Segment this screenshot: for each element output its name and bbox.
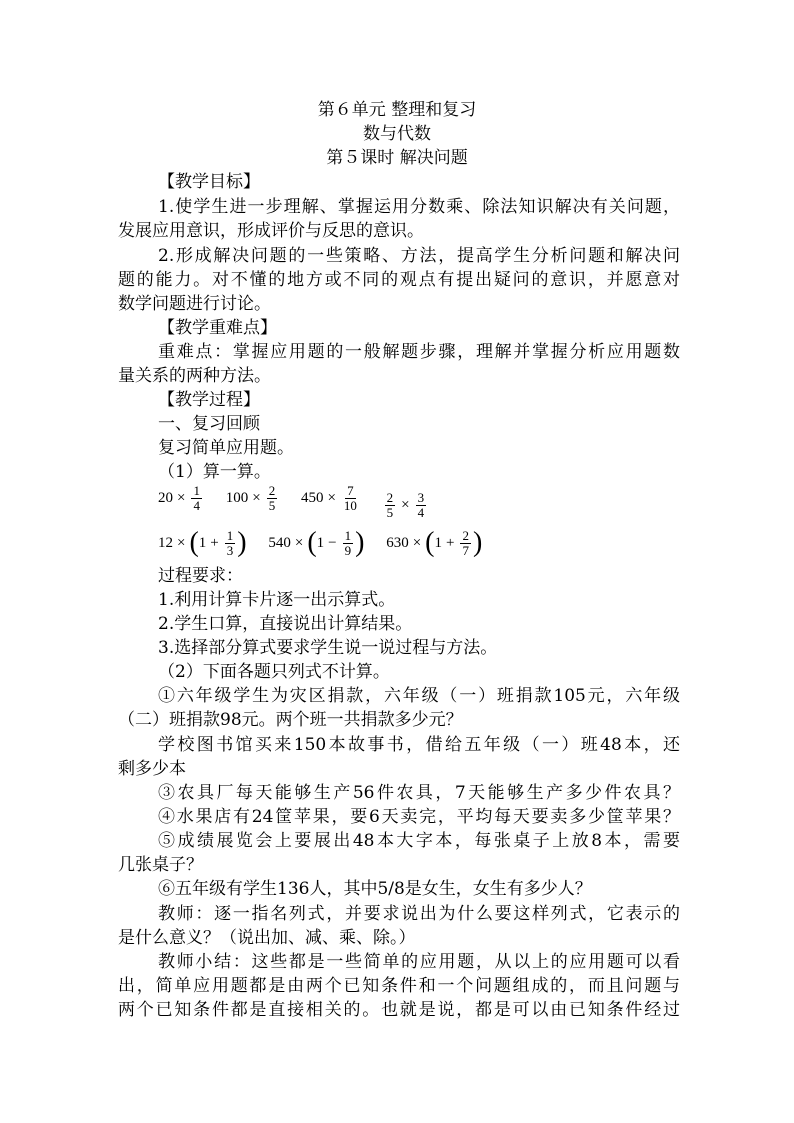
math-row-1 <box>158 484 446 520</box>
math-expression <box>226 484 279 513</box>
objective-2-line-3: 数学问题进行讨论。 <box>118 294 271 314</box>
part-2-label: （2）下面各题只列式不计算。 <box>158 662 390 682</box>
math-operator: × <box>177 490 186 506</box>
math-expression <box>301 484 361 513</box>
math-operand: 630 <box>386 534 409 551</box>
question-4: ④水果店有24筐苹果，要6天卖完，平均每天要卖多少筐苹果？ <box>158 807 680 827</box>
math-operator: + <box>445 534 455 551</box>
fraction <box>191 484 202 513</box>
math-operand: 540 <box>268 534 291 551</box>
objective-2-line-2: 题的能力。对不懂的地方或不同的观点有提出疑问的意识，并愿意对 <box>118 270 680 290</box>
topic-title: 数与代数 <box>363 124 431 144</box>
requirement-1: 1.利用计算卡片逐一出示算式。 <box>158 590 396 610</box>
section-review: 一、复习回顾 <box>158 414 260 434</box>
summary-line-3: 两个已知条件都是直接相关的。也就是说，都是可以由已知条件经过 <box>118 1000 680 1020</box>
requirements-heading: 过程要求： <box>158 566 243 586</box>
question-6: ⑥五年级有学生136人，其中5/8是女生，女生有多少人？ <box>158 879 592 899</box>
unit-title: 第６单元 整理和复习 <box>317 100 477 120</box>
paren-open: ( <box>425 527 435 558</box>
summary-line-2: 出，简单应用题都是由两个已知条件和一个问题组成的，而且问题与 <box>118 976 680 996</box>
question-5-line-1: ⑤成绩展览会上要展出48本大字本，每张桌子上放8本，需要 <box>158 831 680 851</box>
math-operand: 450 <box>300 490 324 506</box>
question-1-line-1: ①六年级学生为灾区捐款，六年级（一）班捐款105元，六年级 <box>158 686 680 706</box>
math-operand: 1 <box>198 534 207 551</box>
part-1-label: （1）算一算。 <box>158 462 271 482</box>
fraction <box>267 484 278 513</box>
requirement-3: 3.选择部分算式要求学生说一说过程与方法。 <box>158 638 498 658</box>
math-operand: 100 <box>225 490 249 506</box>
review-subtitle: 复习简单应用题。 <box>158 438 294 458</box>
fraction-numerator: 1 <box>344 527 352 543</box>
key-points-heading: 【教学重难点】 <box>158 318 277 338</box>
lesson-title: 第５课时 解决问题 <box>326 148 468 168</box>
math-operator: × <box>294 534 304 551</box>
objective-2-line-1: 2.形成解决问题的一些策略、方法，提高学生分析问题和解决问 <box>158 246 680 266</box>
teacher-line-1: 教师：逐一指名列式，并要求说出为什么要这样列式，它表示的 <box>158 904 680 924</box>
fraction <box>225 529 236 558</box>
fraction-denominator: 3 <box>226 542 234 558</box>
teacher-line-2: 是什么意义？（说出加、减、乘、除。） <box>118 928 416 948</box>
math-expression <box>386 528 482 558</box>
question-5-line-2: 几张桌子？ <box>118 855 203 875</box>
summary-line-1: 教师小结：这些都是一些简单的应用题，从以上的应用题可以看 <box>158 952 680 972</box>
math-operator: + <box>210 534 219 551</box>
question-3: ③农具厂每天能够生产56件农具，7天能够生产多少件农具？ <box>158 783 680 803</box>
fraction-denominator: 7 <box>462 542 469 558</box>
fraction <box>343 529 354 558</box>
fraction <box>385 491 396 520</box>
fraction-numerator: 1 <box>226 527 234 543</box>
paren-open: ( <box>189 527 199 558</box>
fraction-numerator: 1 <box>193 483 200 498</box>
math-row-2 <box>158 528 500 558</box>
math-operand: 12 <box>158 534 173 551</box>
question-2-line-2: 剩多少本 <box>118 759 186 779</box>
math-operand: 20 <box>158 490 173 506</box>
math-operand: 1 <box>434 534 442 551</box>
fraction-denominator: 4 <box>417 505 425 520</box>
math-operator: × <box>252 490 261 506</box>
objective-1-line-2: 发展应用意识，形成评价与反思的意识。 <box>118 221 424 241</box>
fraction-numerator: 2 <box>268 483 276 498</box>
math-operator: × <box>177 534 186 551</box>
math-expression <box>158 484 204 513</box>
fraction-numerator: 2 <box>462 527 469 543</box>
fraction-numerator: 7 <box>347 483 354 498</box>
fraction <box>460 529 471 558</box>
fraction <box>342 484 359 513</box>
math-expression <box>383 491 428 520</box>
paren-close: ) <box>237 527 247 558</box>
math-operator: − <box>328 534 337 551</box>
fraction-numerator: 3 <box>417 490 425 505</box>
key-points-line-2: 量关系的两种方法。 <box>118 366 271 386</box>
objectives-heading: 【教学目标】 <box>158 172 260 192</box>
math-operator: × <box>327 490 336 506</box>
paren-open: ( <box>307 527 317 558</box>
key-points-line-1: 重难点：掌握应用题的一般解题步骤，理解并掌握分析应用题数 <box>158 342 680 362</box>
question-2-line-1: 学校图书馆买来150本故事书，借给五年级（一）班48本，还 <box>158 735 680 755</box>
question-1-line-2: （二）班捐款98元。两个班一共捐款多少元？ <box>118 710 463 730</box>
objective-1-line-1: 1.使学生进一步理解、掌握运用分数乘、除法知识解决有关问题， <box>158 197 680 217</box>
fraction <box>416 491 427 520</box>
math-expression <box>158 528 247 558</box>
paren-close: ) <box>472 527 483 558</box>
fraction-denominator: 9 <box>344 542 352 558</box>
requirement-2: 2.学生口算，直接说出计算结果。 <box>158 614 413 634</box>
paren-close: ) <box>355 527 365 558</box>
math-operand: 1 <box>316 534 325 551</box>
fraction-numerator: 2 <box>386 490 394 505</box>
fraction-denominator: 5 <box>386 505 394 520</box>
math-operator: × <box>412 534 422 551</box>
fraction-denominator: 10 <box>343 498 357 513</box>
fraction-denominator: 4 <box>193 498 200 513</box>
fraction-denominator: 5 <box>268 498 276 513</box>
process-heading: 【教学过程】 <box>158 390 260 410</box>
math-operator: × <box>401 497 410 513</box>
math-expression <box>268 528 364 558</box>
